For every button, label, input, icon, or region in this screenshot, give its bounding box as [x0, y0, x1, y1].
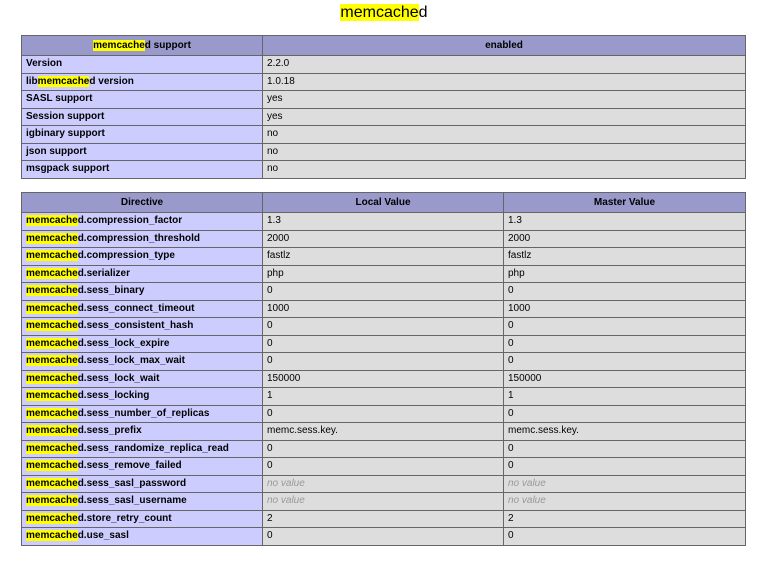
- local-value: [263, 370, 504, 388]
- master-value: [504, 510, 746, 528]
- directive-name: [22, 248, 263, 266]
- master-value: [504, 318, 746, 336]
- support-key-text: Session support: [26, 110, 105, 122]
- master-value: [504, 423, 746, 441]
- directive-name: [22, 283, 263, 301]
- directive-name-suffix: d.sess_sasl_password: [77, 477, 187, 489]
- directive-row: [22, 248, 746, 266]
- local-value-text: 0: [267, 460, 273, 472]
- master-value-text: 0: [508, 285, 514, 297]
- search-highlight: memcache: [37, 75, 90, 87]
- search-highlight: memcache: [26, 460, 78, 472]
- search-highlight: memcache: [26, 512, 78, 524]
- directive-name-suffix: d.use_sasl: [77, 530, 129, 542]
- master-value-text: 150000: [508, 372, 542, 384]
- master-value-text: 0: [508, 530, 514, 542]
- search-highlight: memcache: [26, 232, 78, 244]
- search-highlight: memcache: [26, 285, 78, 297]
- search-highlight: memcache: [340, 4, 419, 21]
- directive-name-suffix: d.sess_prefix: [77, 425, 142, 437]
- master-value-text: 0: [508, 442, 514, 454]
- directive-name-suffix: d.sess_consistent_hash: [77, 320, 194, 332]
- directive-name-suffix: d.sess_sasl_username: [77, 495, 187, 507]
- support-key-text: SASL support: [26, 93, 93, 105]
- local-value-text: fastlz: [267, 250, 291, 262]
- master-value: [504, 388, 746, 406]
- local-value: [263, 248, 504, 266]
- master-value: [504, 458, 746, 476]
- local-value-text: 0: [267, 355, 273, 367]
- local-value-text: 0: [267, 337, 273, 349]
- directive-table: [21, 192, 746, 546]
- local-value: [263, 423, 504, 441]
- directive-row: [22, 353, 746, 371]
- directive-name-suffix: d.compression_type: [77, 250, 175, 262]
- search-highlight: memcache: [26, 407, 78, 419]
- support-key: [22, 143, 263, 161]
- directive-name: [22, 213, 263, 231]
- directive-name-suffix: d.store_retry_count: [77, 512, 172, 524]
- search-highlight: memcache: [26, 477, 78, 489]
- directive-row: [22, 370, 746, 388]
- directive-name: [22, 458, 263, 476]
- search-highlight: memcache: [26, 337, 78, 349]
- local-value: [263, 528, 504, 546]
- local-value-text: no value: [267, 477, 305, 489]
- local-value: [263, 440, 504, 458]
- directive-row: [22, 283, 746, 301]
- search-highlight: memcache: [26, 442, 78, 454]
- local-value: [263, 335, 504, 353]
- directive-name-suffix: d.compression_factor: [77, 215, 183, 227]
- local-value: [263, 318, 504, 336]
- search-highlight: memcache: [26, 250, 78, 262]
- support-key: [22, 73, 263, 91]
- local-value: [263, 388, 504, 406]
- support-value: 1.0.18: [263, 73, 746, 91]
- master-value-text: fastlz: [508, 250, 532, 262]
- support-key-text: igbinary support: [26, 128, 105, 140]
- support-row: [22, 73, 746, 91]
- support-value: no: [263, 126, 746, 144]
- master-value-text: 0: [508, 460, 514, 472]
- local-value: [263, 458, 504, 476]
- directive-name: [22, 440, 263, 458]
- directive-column-header: Directive: [22, 193, 263, 213]
- directive-name: [22, 405, 263, 423]
- directive-row: [22, 493, 746, 511]
- local-value-text: 0: [267, 320, 273, 332]
- local-value-text: no value: [267, 495, 305, 507]
- directive-name-suffix: d.sess_remove_failed: [77, 460, 182, 472]
- directive-row: [22, 440, 746, 458]
- support-value: 2.2.0: [263, 56, 746, 74]
- directive-name-suffix: d.sess_lock_expire: [77, 337, 170, 349]
- directive-name: [22, 475, 263, 493]
- search-highlight: memcache: [26, 302, 78, 314]
- directive-name-suffix: d.sess_randomize_replica_read: [77, 442, 229, 454]
- master-value-text: 0: [508, 320, 514, 332]
- directive-name: [22, 528, 263, 546]
- directive-name: [22, 423, 263, 441]
- master-value: [504, 405, 746, 423]
- local-value: [263, 265, 504, 283]
- local-value-column-header: Local Value: [263, 193, 504, 213]
- local-value-text: 1.3: [267, 215, 281, 227]
- directive-row: [22, 423, 746, 441]
- directive-name: [22, 353, 263, 371]
- support-table: [21, 35, 746, 179]
- support-header-value: enabled: [263, 36, 746, 56]
- directive-name-suffix: d.sess_lock_wait: [77, 372, 160, 384]
- support-key-text: msgpack support: [26, 163, 110, 175]
- page-title-rest: d: [418, 4, 428, 21]
- support-key: [22, 126, 263, 144]
- support-header-row: [22, 36, 746, 56]
- local-value-text: 2000: [267, 232, 290, 244]
- directive-name-suffix: d.sess_number_of_replicas: [77, 407, 210, 419]
- local-value-text: 150000: [267, 372, 301, 384]
- directive-row: [22, 213, 746, 231]
- support-header-label: [22, 36, 263, 56]
- local-value: [263, 353, 504, 371]
- support-key-text: Version: [26, 58, 63, 70]
- directive-name: [22, 388, 263, 406]
- master-value-text: 1.3: [508, 215, 522, 227]
- support-header-rest: d support: [144, 39, 191, 51]
- local-value-text: 0: [267, 442, 273, 454]
- local-value: [263, 300, 504, 318]
- directive-name-suffix: d.sess_locking: [77, 390, 150, 402]
- master-value: [504, 283, 746, 301]
- directive-row: [22, 405, 746, 423]
- search-highlight: memcache: [26, 530, 78, 542]
- directive-name: [22, 300, 263, 318]
- master-value: [504, 528, 746, 546]
- support-value: no: [263, 161, 746, 179]
- support-key: [22, 91, 263, 109]
- master-value-text: no value: [508, 477, 546, 489]
- support-row: [22, 56, 746, 74]
- local-value: [263, 230, 504, 248]
- local-value: [263, 493, 504, 511]
- directive-name-suffix: d.compression_threshold: [77, 232, 200, 244]
- search-highlight: memcache: [26, 372, 78, 384]
- master-value: [504, 300, 746, 318]
- master-value-text: 2000: [508, 232, 531, 244]
- search-highlight: memcache: [26, 425, 78, 437]
- local-value-text: 1: [267, 390, 273, 402]
- directive-name: [22, 510, 263, 528]
- local-value: [263, 405, 504, 423]
- directive-row: [22, 475, 746, 493]
- search-highlight: memcache: [26, 320, 78, 332]
- directive-row: [22, 458, 746, 476]
- master-value-text: 0: [508, 337, 514, 349]
- local-value-text: 0: [267, 407, 273, 419]
- master-value: [504, 493, 746, 511]
- master-value-text: 2: [508, 512, 514, 524]
- local-value-text: 0: [267, 285, 273, 297]
- master-value-text: php: [508, 267, 525, 279]
- master-value-text: 1000: [508, 302, 531, 314]
- directive-name-suffix: d.sess_connect_timeout: [77, 302, 195, 314]
- local-value: [263, 213, 504, 231]
- directive-row: [22, 300, 746, 318]
- search-highlight: memcache: [26, 267, 78, 279]
- search-highlight: memcache: [26, 215, 78, 227]
- support-value: yes: [263, 108, 746, 126]
- directive-name: [22, 230, 263, 248]
- search-highlight: memcache: [93, 39, 145, 51]
- master-value-column-header: Master Value: [504, 193, 746, 213]
- master-value-text: 0: [508, 407, 514, 419]
- search-highlight: memcache: [26, 495, 78, 507]
- master-value: [504, 248, 746, 266]
- directive-name: [22, 370, 263, 388]
- master-value: [504, 475, 746, 493]
- support-row: [22, 143, 746, 161]
- support-row: [22, 161, 746, 179]
- master-value: [504, 230, 746, 248]
- support-key: [22, 56, 263, 74]
- page-title: [0, 3, 768, 23]
- support-value: yes: [263, 91, 746, 109]
- master-value-text: no value: [508, 495, 546, 507]
- local-value: [263, 475, 504, 493]
- master-value-text: memc.sess.key.: [508, 425, 579, 437]
- master-value-text: 1: [508, 390, 514, 402]
- directive-row: [22, 510, 746, 528]
- support-row: [22, 91, 746, 109]
- search-highlight: memcache: [26, 390, 78, 402]
- master-value: [504, 370, 746, 388]
- master-value-text: 0: [508, 355, 514, 367]
- local-value-text: php: [267, 267, 284, 279]
- master-value: [504, 353, 746, 371]
- master-value: [504, 213, 746, 231]
- directive-row: [22, 335, 746, 353]
- local-value-text: 2: [267, 512, 273, 524]
- local-value-text: 1000: [267, 302, 290, 314]
- support-row: [22, 108, 746, 126]
- directive-name: [22, 335, 263, 353]
- support-key-text: d version: [89, 75, 134, 87]
- directive-name-suffix: d.sess_binary: [77, 285, 145, 297]
- local-value-text: 0: [267, 530, 273, 542]
- support-key: [22, 161, 263, 179]
- directive-row: [22, 265, 746, 283]
- directive-name-suffix: d.serializer: [77, 267, 130, 279]
- directive-row: [22, 318, 746, 336]
- support-key-prefix: lib: [26, 75, 38, 87]
- directive-row: [22, 528, 746, 546]
- directive-name: [22, 265, 263, 283]
- master-value: [504, 335, 746, 353]
- master-value: [504, 440, 746, 458]
- directive-name: [22, 318, 263, 336]
- local-value-text: memc.sess.key.: [267, 425, 338, 437]
- directive-row: [22, 230, 746, 248]
- support-value: no: [263, 143, 746, 161]
- directive-row: [22, 388, 746, 406]
- local-value: [263, 283, 504, 301]
- directive-header-row: [22, 193, 746, 213]
- directive-name-suffix: d.sess_lock_max_wait: [77, 355, 185, 367]
- directive-name: [22, 493, 263, 511]
- search-highlight: memcache: [26, 355, 78, 367]
- support-key-text: json support: [26, 145, 87, 157]
- local-value: [263, 510, 504, 528]
- support-key: [22, 108, 263, 126]
- master-value: [504, 265, 746, 283]
- support-row: [22, 126, 746, 144]
